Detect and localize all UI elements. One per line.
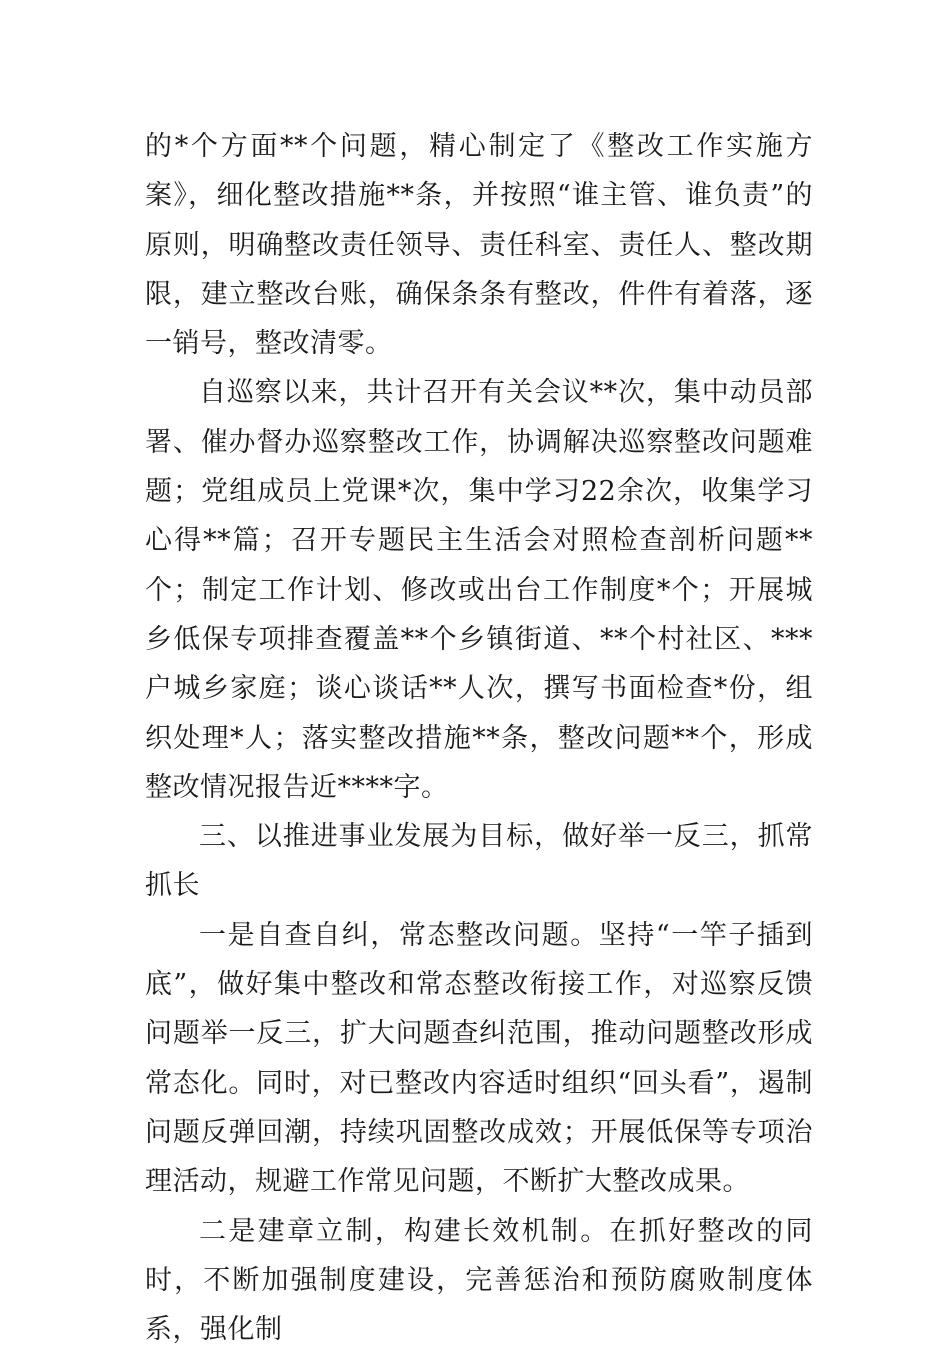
paragraph-build-systems: 二是建章立制，构建长效机制。在抓好整改的同时，不断加强制度建设，完善惩治和预防腐败制度体系，强化制 xyxy=(145,1215,813,1346)
section-heading-three: 三、以推进事业发展为目标，做好举一反三，抓常抓长 xyxy=(145,821,813,902)
paragraph-rectification-plan: 的*个方面**个问题，精心制定了《整改工作实施方案》，细化整改措施**条，并按照“谁主管、谁负责”的原则，明确整改责任领导、责任科室、责任人、整改期限，建立整改台账，确保条条有整改，件件有着落，逐一销号，整改清零。 xyxy=(145,131,813,360)
paragraph-since-inspection: 自巡察以来，共计召开有关会议**次，集中动员部署、催办督办巡察整改工作，协调解决巡察整改问题难题；党组成员上党课*次，集中学习22余次，收集学习心得**篇；召开专题民主生活会对照检查剖析问题**个；制定工作计划、修改或出台工作制度*个；开展城乡低保专项排查覆盖**个乡镇街道、**个村社区、***户城乡家庭；谈心谈话**人次，撰写书面检查*份，组织处理*人；落实整改措施**条，整改问题**个，形成整改情况报告近****字。 xyxy=(145,377,813,803)
paragraph-self-inspection: 一是自查自纠，常态整改问题。坚持“一竿子插到底”，做好集中整改和常态整改衔接工作，对巡察反馈问题举一反三，扩大问题查纠范围，推动问题整改形成常态化。同时，对已整改内容适时组织“回头看”，遏制问题反弹回潮，持续巩固整改成效；开展低保等专项治理活动，规避工作常见问题，不断扩大整改成果。 xyxy=(145,919,813,1198)
document-body xyxy=(145,122,813,1354)
